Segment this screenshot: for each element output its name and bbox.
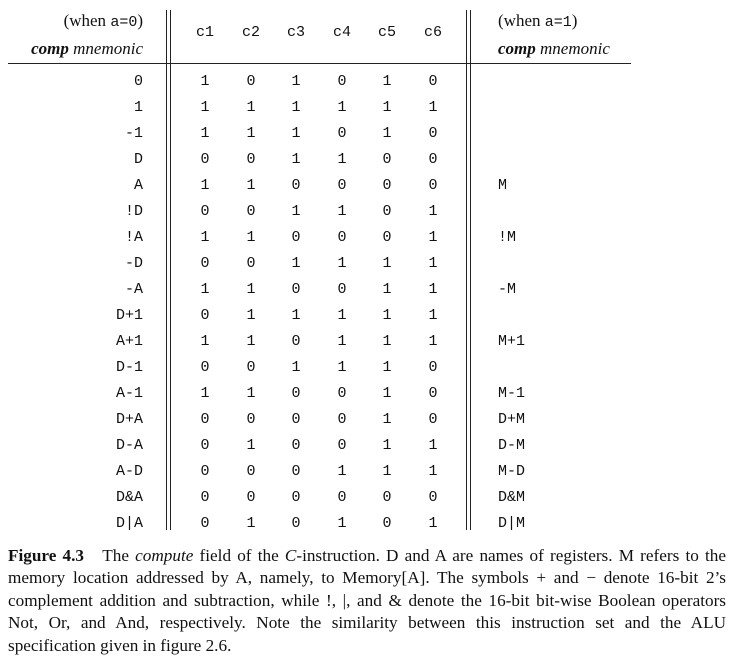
control-bit-c5: 0 <box>382 151 392 168</box>
control-bit-c4: 0 <box>337 229 347 246</box>
table-row <box>0 121 733 147</box>
control-bit-c2: 0 <box>246 73 256 90</box>
comp-mnemonic-a1: D&M <box>498 489 526 506</box>
table-row <box>0 485 733 511</box>
control-bit-c1: 0 <box>200 359 210 376</box>
control-bit-c2: 0 <box>246 151 256 168</box>
control-bit-c3: 1 <box>291 255 301 272</box>
control-bit-c4: 1 <box>337 151 347 168</box>
control-bit-c1: 0 <box>200 151 210 168</box>
comp-mnemonic-a1: M-D <box>498 463 526 480</box>
control-bit-c6: 1 <box>428 463 438 480</box>
control-bit-c2: 1 <box>246 177 256 194</box>
control-bit-c4: 1 <box>337 333 347 350</box>
control-bit-c3: 0 <box>291 437 301 454</box>
control-bit-c3: 0 <box>291 515 301 532</box>
control-bit-c3: 0 <box>291 177 301 194</box>
control-bit-c6: 0 <box>428 385 438 402</box>
control-bit-c5: 1 <box>382 125 392 142</box>
table-row <box>0 225 733 251</box>
control-bit-c5: 1 <box>382 99 392 116</box>
comp-mnemonic-a0: 0 <box>133 73 143 90</box>
control-bit-c1: 1 <box>200 177 210 194</box>
control-bit-c4: 0 <box>337 385 347 402</box>
control-bit-c3: 0 <box>291 489 301 506</box>
control-bit-c3: 1 <box>291 99 301 116</box>
control-bit-c2: 1 <box>246 281 256 298</box>
control-bit-c6: 1 <box>428 437 438 454</box>
table-row <box>0 69 733 95</box>
control-bit-c1: 1 <box>200 125 210 142</box>
control-bit-c5: 1 <box>382 307 392 324</box>
control-bit-c6: 1 <box>428 203 438 220</box>
caption-label: Figure 4.3 <box>8 546 85 565</box>
table-row <box>0 251 733 277</box>
control-bit-c5: 0 <box>382 203 392 220</box>
control-bit-c6: 0 <box>428 151 438 168</box>
control-bit-c5: 0 <box>382 515 392 532</box>
control-bit-c1: 1 <box>200 333 210 350</box>
table-row <box>0 303 733 329</box>
control-bit-c1: 0 <box>200 463 210 480</box>
table-row <box>0 277 733 303</box>
control-bit-c2: 1 <box>246 437 256 454</box>
control-bit-c3: 0 <box>291 411 301 428</box>
control-bit-c2: 1 <box>246 385 256 402</box>
control-bit-c6: 1 <box>428 99 438 116</box>
when-code: a=1 <box>544 14 572 31</box>
control-bit-c5: 0 <box>382 229 392 246</box>
comp-mnemonic-a1: D-M <box>498 437 526 454</box>
control-bit-c2: 0 <box>246 203 256 220</box>
comp-mnemonic-a0: A <box>133 177 143 194</box>
control-bit-c4: 0 <box>337 489 347 506</box>
control-bit-c6: 0 <box>428 411 438 428</box>
control-bit-c3: 0 <box>291 281 301 298</box>
comp-mnemonic-a0: D+1 <box>115 307 143 324</box>
control-bit-c1: 0 <box>200 411 210 428</box>
control-bit-c6: 0 <box>428 489 438 506</box>
when-a0-label <box>0 8 143 36</box>
control-bit-c6: 1 <box>428 281 438 298</box>
mnemonic-word: mnemonic <box>540 39 610 58</box>
header-right <box>498 8 610 62</box>
control-bit-c4: 0 <box>337 73 347 90</box>
control-bit-c4: 1 <box>337 515 347 532</box>
control-bit-c2: 0 <box>246 463 256 480</box>
control-bit-c5: 0 <box>382 489 392 506</box>
control-bit-c1: 0 <box>200 307 210 324</box>
control-bit-c5: 0 <box>382 177 392 194</box>
control-bit-c6: 1 <box>428 515 438 532</box>
comp-mnemonic-a0: D+A <box>115 411 143 428</box>
when-pre: (when <box>498 11 545 30</box>
table-row <box>0 329 733 355</box>
table-row <box>0 355 733 381</box>
control-bit-c4: 0 <box>337 281 347 298</box>
control-bit-c4: 1 <box>337 203 347 220</box>
control-bit-c4: 1 <box>337 255 347 272</box>
control-bit-c5: 1 <box>382 437 392 454</box>
control-bit-c6: 1 <box>428 307 438 324</box>
table-row <box>0 407 733 433</box>
control-bit-c2: 0 <box>246 489 256 506</box>
comp-mnemonic-a0: !D <box>124 203 143 220</box>
comp-mnemonic-a1: D|M <box>498 515 526 532</box>
control-bit-c5: 1 <box>382 255 392 272</box>
comp-mnemonic-a1: -M <box>498 281 517 298</box>
control-bit-c2: 0 <box>246 255 256 272</box>
control-bit-c1: 0 <box>200 515 210 532</box>
control-bit-c2: 1 <box>246 515 256 532</box>
comp-mnemonic-a0: D <box>133 151 143 168</box>
control-bit-c2: 0 <box>246 411 256 428</box>
control-bit-c3: 1 <box>291 151 301 168</box>
mnemonic-word: mnemonic <box>73 39 143 58</box>
table-row <box>0 459 733 485</box>
comp-mnemonic-a0: D-1 <box>115 359 143 376</box>
control-bit-c4: 0 <box>337 125 347 142</box>
control-bit-c6: 0 <box>428 73 438 90</box>
comp-mnemonic-a0: -D <box>124 255 143 272</box>
comp-mnemonic-a0: !A <box>124 229 143 246</box>
when-post: ) <box>571 11 578 30</box>
figure-caption <box>8 545 726 657</box>
comp-mnemonic-a0: A+1 <box>115 333 143 350</box>
control-bit-c3: 0 <box>291 385 301 402</box>
comp-mnemonic-a0: D-A <box>115 437 143 454</box>
control-bit-c6: 1 <box>428 255 438 272</box>
control-bit-c1: 1 <box>200 73 210 90</box>
table-row <box>0 95 733 121</box>
when-pre: (when <box>63 11 111 30</box>
control-bit-c3: 1 <box>291 307 301 324</box>
comp-mnemonic-a1: !M <box>498 229 517 246</box>
control-bit-c6: 0 <box>428 125 438 142</box>
header-c4: c4 <box>332 24 351 41</box>
comp-mnemonic-a1: D+M <box>498 411 526 428</box>
control-bit-c3: 0 <box>291 463 301 480</box>
comp-mnemonic-a0: A-D <box>115 463 143 480</box>
control-bit-c5: 1 <box>382 73 392 90</box>
control-bit-c3: 0 <box>291 229 301 246</box>
control-bit-c3: 1 <box>291 203 301 220</box>
control-bit-c2: 1 <box>246 125 256 142</box>
comp-mnemonic-a0: D&A <box>115 489 143 506</box>
table-row <box>0 173 733 199</box>
control-bit-c1: 0 <box>200 255 210 272</box>
control-bit-c4: 1 <box>337 359 347 376</box>
comp-mnemonic-right <box>498 36 610 62</box>
control-bit-c1: 0 <box>200 489 210 506</box>
comp-mnemonic-a1: M <box>498 177 508 194</box>
control-bit-c3: 1 <box>291 125 301 142</box>
comp-mnemonic-a1: M-1 <box>498 385 526 402</box>
control-bit-c6: 0 <box>428 359 438 376</box>
header-c1: c1 <box>195 24 214 41</box>
control-bit-c5: 1 <box>382 463 392 480</box>
when-code: a=0 <box>110 14 138 31</box>
when-a1-label <box>498 8 610 36</box>
header-c2: c2 <box>241 24 260 41</box>
caption-compute: compute <box>135 546 194 565</box>
control-bit-c6: 1 <box>428 229 438 246</box>
control-bit-c4: 1 <box>337 307 347 324</box>
table-row <box>0 511 733 537</box>
control-bit-c5: 1 <box>382 385 392 402</box>
control-bit-c5: 1 <box>382 281 392 298</box>
comp-mnemonic-a0: -A <box>124 281 143 298</box>
caption-text: The <box>102 546 136 565</box>
caption-text: -instruction. D and A are names of registers. M refers to the memory location addressed by A, namely, to Memory[A]. The symbols + and − denote 16-bit 2’s complement addition and subtraction, while !, |, and & denote the 16-bit bit-wise Boolean operators Not, Or, and And, respectively. Note the similarity between this instruction set and the ALU specification given in figure 2.6. <box>8 546 726 655</box>
table-row <box>0 381 733 407</box>
comp-word: comp <box>498 39 536 58</box>
comp-word: comp <box>31 39 69 58</box>
comp-mnemonic-a0: A-1 <box>115 385 143 402</box>
table-row <box>0 147 733 173</box>
control-bit-c5: 1 <box>382 411 392 428</box>
comp-mnemonic-a0: -1 <box>124 125 143 142</box>
header-c6: c6 <box>423 24 442 41</box>
header-rule <box>8 63 631 64</box>
control-bit-c2: 1 <box>246 333 256 350</box>
table-body <box>0 69 733 537</box>
control-bit-c2: 1 <box>246 229 256 246</box>
control-bit-c1: 1 <box>200 281 210 298</box>
control-bit-c3: 0 <box>291 333 301 350</box>
control-bit-c1: 1 <box>200 99 210 116</box>
control-bit-c5: 1 <box>382 333 392 350</box>
comp-mnemonic-a1: M+1 <box>498 333 526 350</box>
control-bit-c4: 0 <box>337 411 347 428</box>
header-left <box>0 8 143 62</box>
control-bit-c4: 1 <box>337 99 347 116</box>
table-row <box>0 199 733 225</box>
caption-text: field of the <box>193 546 285 565</box>
control-bit-c4: 0 <box>337 177 347 194</box>
control-bit-c2: 1 <box>246 99 256 116</box>
control-bit-c1: 1 <box>200 229 210 246</box>
when-post: ) <box>137 11 143 30</box>
control-bit-c2: 0 <box>246 359 256 376</box>
comp-mnemonic-a0: D|A <box>115 515 143 532</box>
control-bit-c2: 1 <box>246 307 256 324</box>
header-c3: c3 <box>286 24 305 41</box>
table-row <box>0 433 733 459</box>
comp-mnemonic-a0: 1 <box>133 99 143 116</box>
comp-mnemonic-left <box>0 36 143 62</box>
control-bit-c6: 1 <box>428 333 438 350</box>
control-bit-c3: 1 <box>291 359 301 376</box>
header-c5: c5 <box>377 24 396 41</box>
control-bit-c3: 1 <box>291 73 301 90</box>
control-bit-c1: 1 <box>200 385 210 402</box>
control-bit-c4: 0 <box>337 437 347 454</box>
control-bit-c1: 0 <box>200 437 210 454</box>
control-bit-c4: 1 <box>337 463 347 480</box>
caption-c: C <box>284 546 297 565</box>
control-bit-c1: 0 <box>200 203 210 220</box>
control-bit-c6: 0 <box>428 177 438 194</box>
control-bit-c5: 1 <box>382 359 392 376</box>
